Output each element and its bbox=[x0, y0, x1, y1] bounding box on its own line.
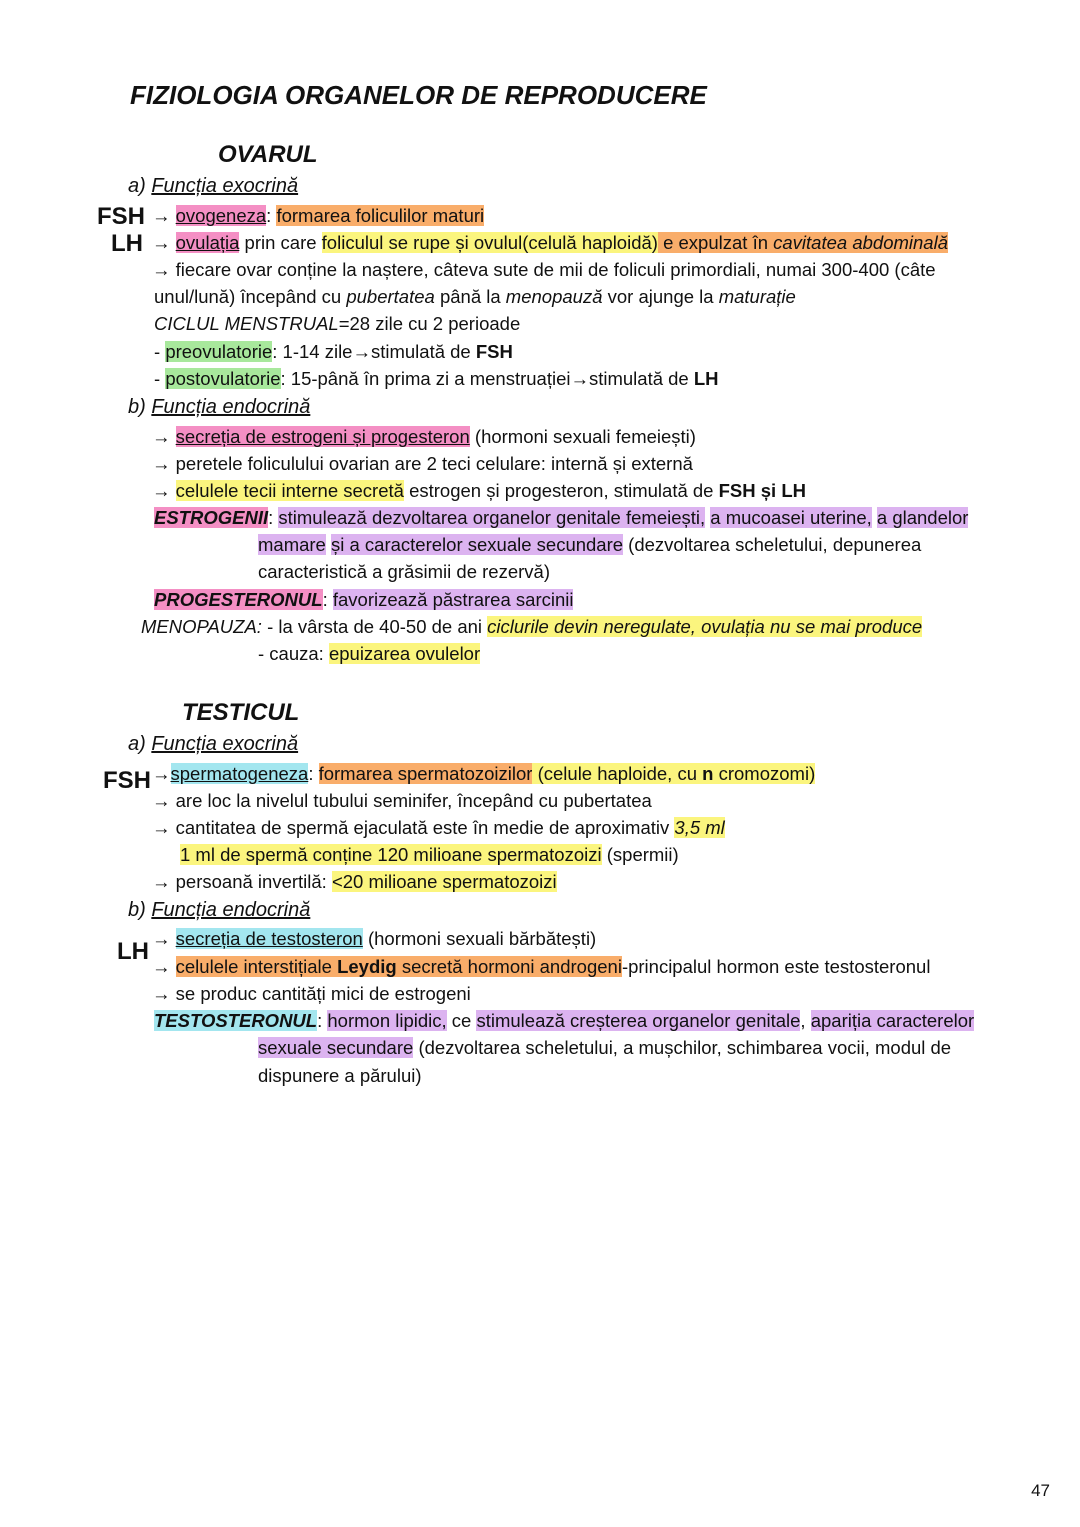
line-secretia-estrogeni: → secreția de estrogeni și progesteron (hormoni sexuali femeiești) bbox=[152, 426, 696, 447]
line-ovulatia: → ovulația prin care foliculul se rupe și ovulul(celulă haploidă) e expulzat în cavitatea abdominală bbox=[152, 232, 948, 253]
line-estrogenii-cont: mamare și a caracterelor sexuale secundare (dezvoltarea scheletului, depunerea bbox=[258, 534, 922, 555]
line-testosteronul-cont-2: dispunere a părului) bbox=[258, 1065, 422, 1086]
page-number: 47 bbox=[1031, 1481, 1050, 1500]
line-menopauza-cauza: - cauza: epuizarea ovulelor bbox=[258, 643, 481, 664]
line-persoana-invertila: → persoană invertilă: <20 milioane spermatozoizi bbox=[152, 871, 557, 892]
line-postovulatorie: - postovulatorie: 15-până în prima zi a menstruației→stimulată de LH bbox=[154, 368, 719, 389]
line-foliculi: → fiecare ovar conține la naștere, câteva sute de mii de foliculi primordiali, numai 300-400 (câte bbox=[152, 259, 936, 280]
lh-label-testicul: LH bbox=[117, 938, 149, 965]
line-secretia-testosteron: → secreția de testosteron (hormoni sexuali bărbătești) bbox=[152, 928, 597, 949]
line-celulele-tecii: → celulele tecii interne secretă estrogen și progesteron, stimulată de FSH și LH bbox=[152, 480, 806, 501]
line-celule-leydig: → celulele interstițiale Leydig secretă hormoni androgeni-principalul hormon este testosteronul bbox=[152, 956, 931, 977]
subheading-endocrine-testicul: b) Funcția endocrină bbox=[128, 899, 311, 921]
fsh-label: FSH bbox=[97, 203, 145, 230]
line-preovulatorie: - preovulatorie: 1-14 zile→stimulată de FSH bbox=[154, 341, 513, 362]
section-heading-testicul: TESTICUL bbox=[182, 699, 300, 726]
subheading-exocrine-testicul: a) Funcția exocrină bbox=[128, 733, 299, 755]
subheading-endocrine-ovar: b) Funcția endocrină bbox=[128, 396, 311, 418]
section-heading-ovarul: OVARUL bbox=[218, 141, 318, 168]
line-ovogeneza: → ovogeneza: formarea foliculilor maturi bbox=[152, 205, 485, 226]
line-estrogeni-mici: → se produc cantități mici de estrogeni bbox=[152, 983, 471, 1004]
fsh-label-testicul: FSH bbox=[103, 767, 151, 794]
line-1ml-sperma: 1 ml de spermă conține 120 milioane spermatozoizi (spermii) bbox=[180, 844, 679, 865]
line-estrogenii-cont-2: caracteristică a grăsimii de rezervă) bbox=[258, 561, 550, 582]
line-estrogenii: ESTROGENII: stimulează dezvoltarea organelor genitale femeiești, a mucoasei uterine, a glandelor bbox=[154, 507, 969, 528]
line-cantitatea-sperma: → cantitatea de spermă ejaculată este în medie de aproximativ 3,5 ml bbox=[152, 817, 725, 838]
line-foliculi-cont: unul/lună) începând cu pubertatea până la menopauză vor ajunge la maturație bbox=[154, 286, 796, 307]
line-spermatogeneza: →spermatogeneza: formarea spermatozoizilor (celule haploide, cu n cromozomi) bbox=[152, 763, 816, 784]
line-progesteronul: PROGESTERONUL: favorizează păstrarea sarcinii bbox=[154, 589, 574, 610]
line-ciclul-menstrual: CICLUL MENSTRUAL=28 zile cu 2 perioade bbox=[154, 313, 521, 334]
page-title: FIZIOLOGIA ORGANELOR DE REPRODUCERE bbox=[130, 80, 707, 110]
line-tub-seminifer: → are loc la nivelul tubului seminifer, începând cu pubertatea bbox=[152, 790, 652, 811]
lh-label: LH bbox=[111, 230, 143, 257]
subheading-exocrine-ovar: a) Funcția exocrină bbox=[128, 175, 299, 197]
line-testosteronul-cont: sexuale secundare (dezvoltarea scheletului, a mușchilor, schimbarea vocii, modul de bbox=[258, 1037, 952, 1058]
line-peretele-folicul: → peretele foliculului ovarian are 2 teci celulare: internă și externă bbox=[152, 453, 693, 474]
line-menopauza: MENOPAUZA: - la vârsta de 40-50 de ani ciclurile devin neregulate, ovulația nu se mai produce bbox=[141, 616, 923, 637]
line-testosteronul: TESTOSTERONUL: hormon lipidic, ce stimulează creșterea organelor genitale, apariția caracterelor bbox=[154, 1010, 975, 1031]
